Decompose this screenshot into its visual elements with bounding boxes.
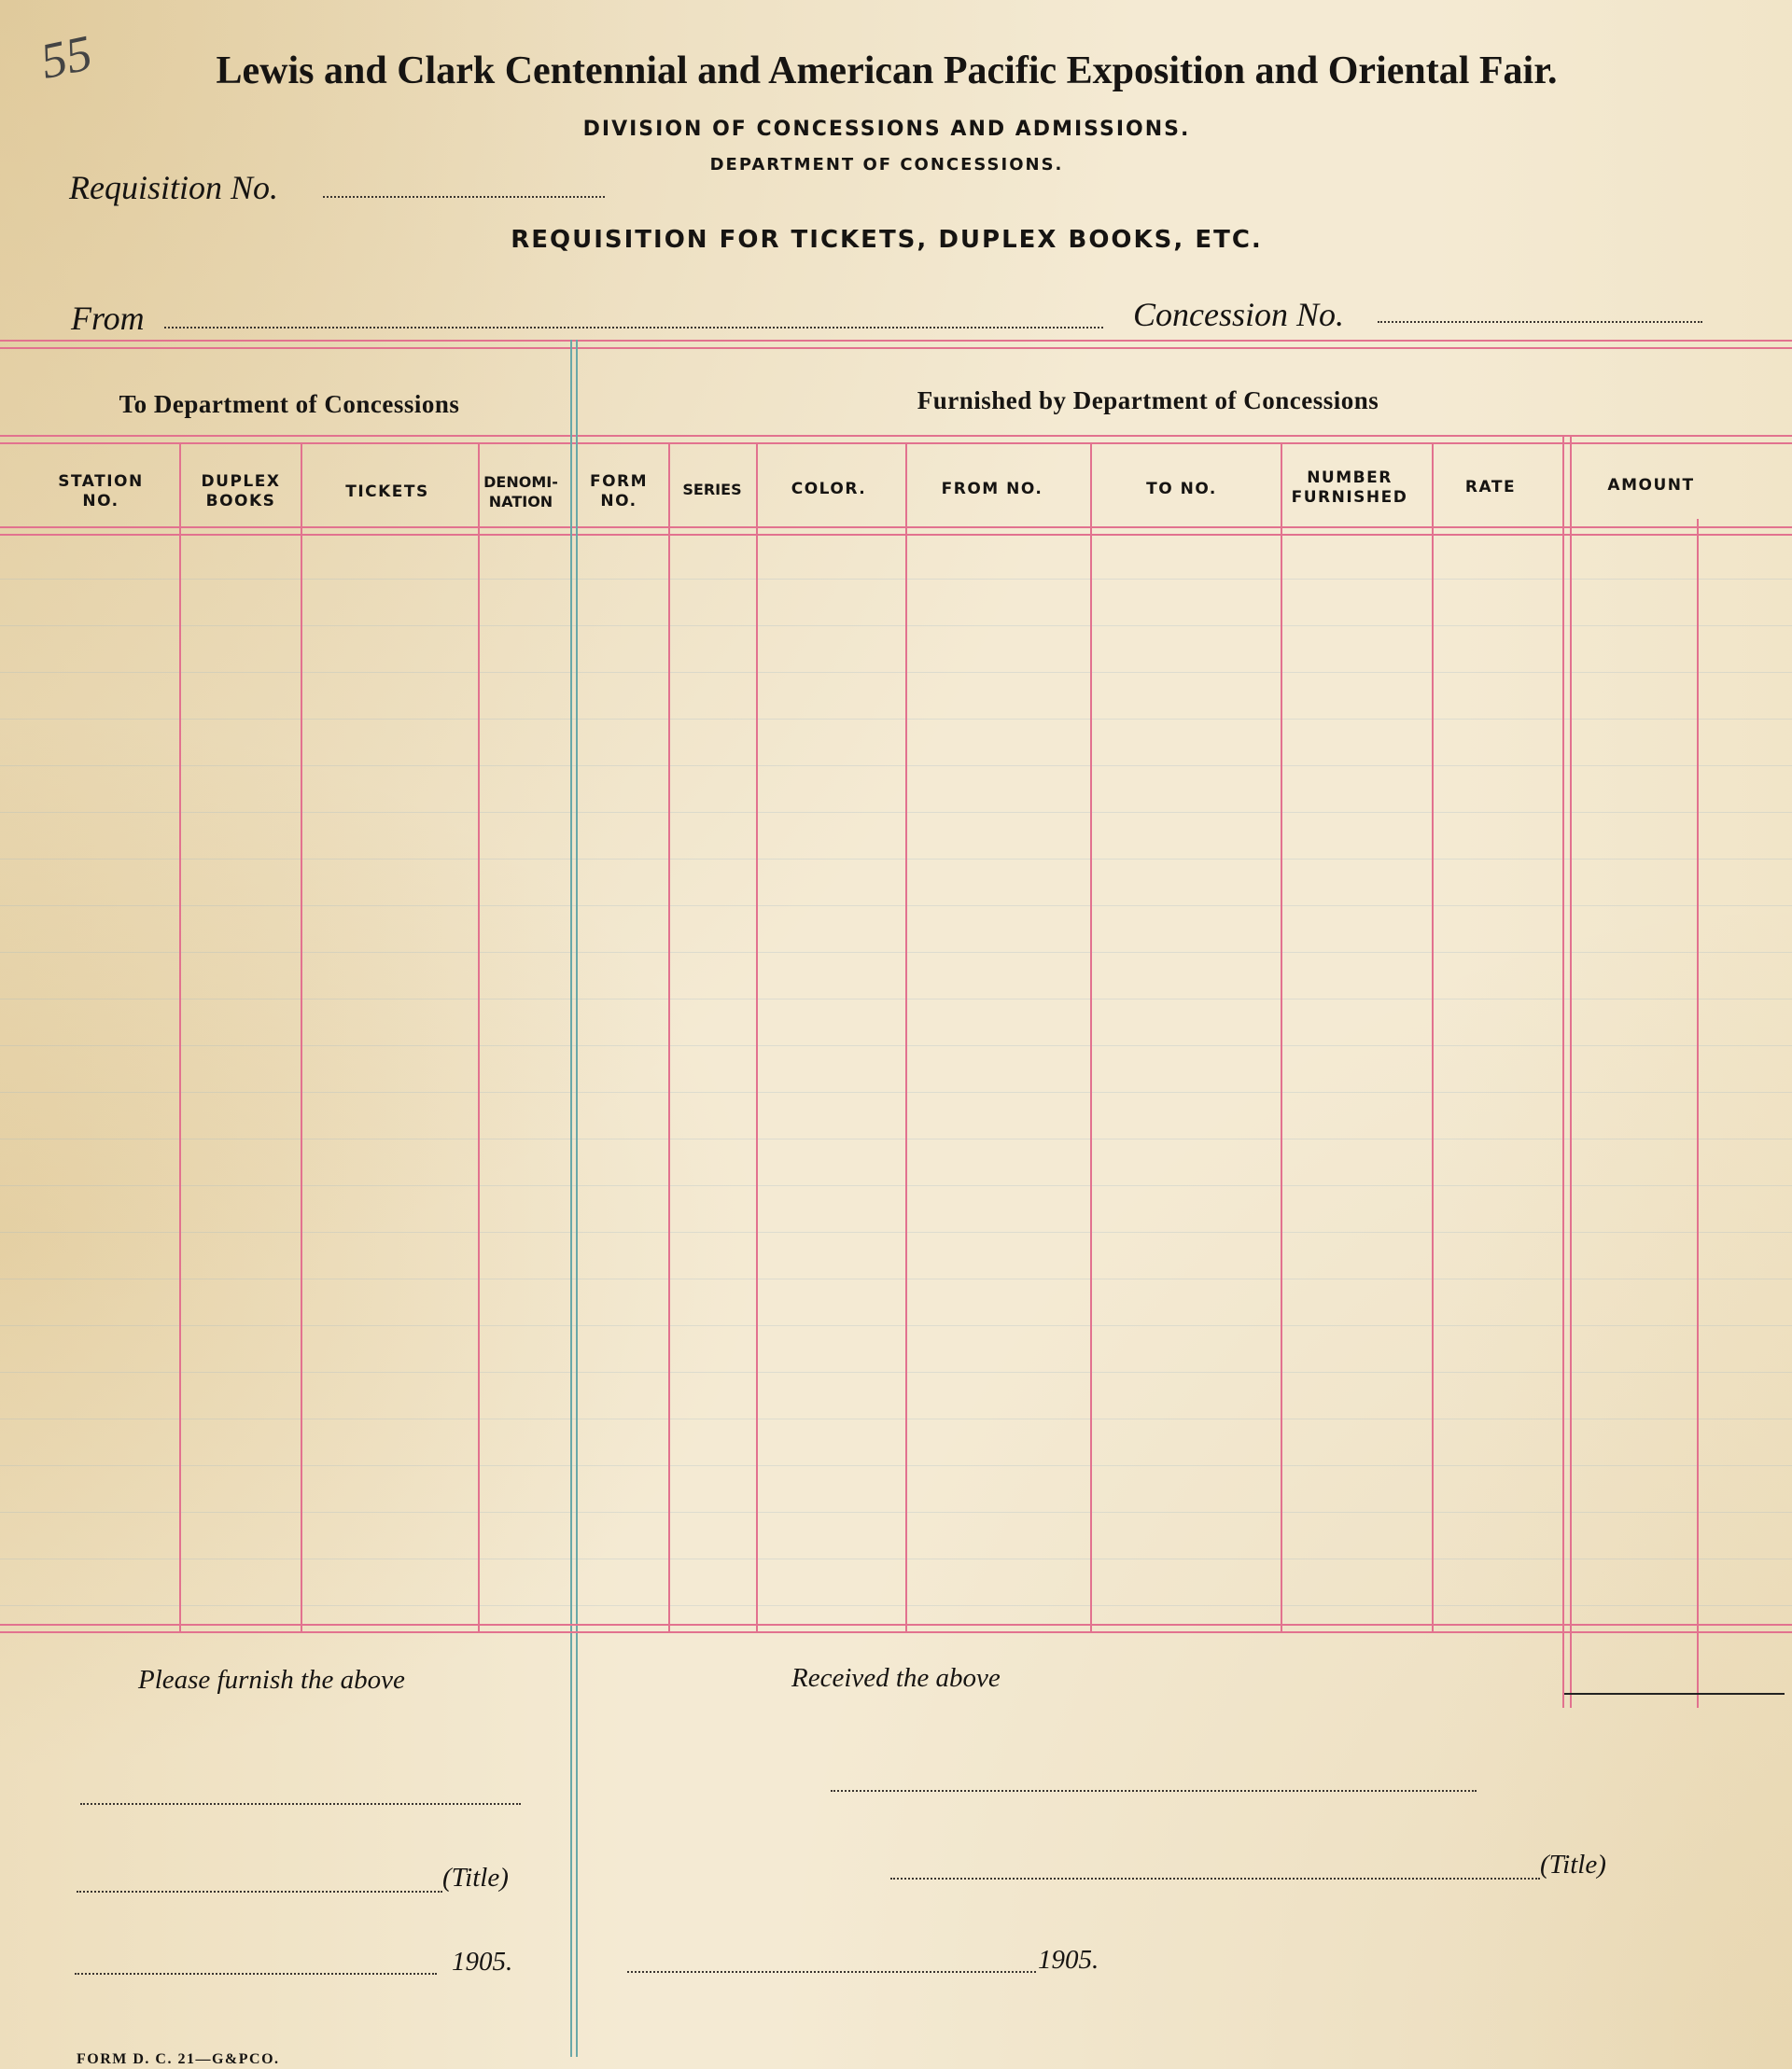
col-color: COLOR. [791, 480, 867, 498]
col-to-no: TO NO. [1146, 480, 1217, 498]
ruled-line [0, 579, 1792, 580]
ruled-line [0, 1045, 1792, 1046]
title-field-right[interactable] [890, 1878, 1540, 1880]
signature-field-left[interactable] [80, 1803, 521, 1805]
title-label-right: (Title) [1540, 1850, 1606, 1880]
center-divider [570, 340, 572, 2057]
col-rate: RATE [1464, 478, 1517, 496]
form-title: REQUISITION FOR TICKETS, DUPLEX BOOKS, ETC. [511, 226, 1263, 254]
ruled-line [0, 859, 1792, 860]
date-field-right[interactable] [627, 1971, 1036, 1973]
col-rule [1562, 435, 1564, 1708]
ruled-line [0, 1512, 1792, 1513]
signature-field-right[interactable] [831, 1790, 1477, 1792]
col-series: SERIES [682, 481, 742, 498]
ruled-line [0, 1232, 1792, 1233]
col-amount: AMOUNT [1607, 476, 1695, 495]
header-rule-2 [0, 442, 1792, 444]
division-heading: DIVISION OF CONCESSIONS AND ADMISSIONS. [582, 118, 1191, 141]
date-field-left[interactable] [75, 1973, 437, 1975]
handwritten-mark: 55 [35, 24, 97, 90]
from-label: From [71, 300, 145, 337]
ruled-line [0, 765, 1792, 766]
col-from-no: FROM NO. [941, 480, 1043, 498]
section-to-department: To Department of Concessions [119, 390, 460, 418]
center-divider-2 [576, 340, 578, 2057]
col-denomination: DENOMI- NATION [483, 473, 558, 510]
header-rule [0, 435, 1792, 437]
col-rule [1697, 519, 1699, 1708]
col-tickets: TICKETS [345, 482, 429, 501]
received-text: Received the above [791, 1663, 1001, 1693]
col-station-no: STATION NO. [58, 472, 144, 510]
col-rule [1090, 442, 1092, 1633]
column-head-rule-2 [0, 534, 1792, 536]
requisition-no-label: Requisition No. [69, 169, 278, 206]
title-field-left[interactable] [77, 1891, 442, 1893]
title-label-left: (Title) [442, 1863, 509, 1893]
ruled-line [0, 1092, 1792, 1093]
col-rule [1570, 435, 1572, 1708]
ruled-line [0, 812, 1792, 813]
col-rule [301, 442, 302, 1633]
col-rule [179, 442, 181, 1633]
ruled-line [0, 1465, 1792, 1466]
ruled-line [0, 999, 1792, 1000]
year-left: 1905. [452, 1947, 513, 1977]
department-heading: DEPARTMENT OF CONCESSIONS. [709, 155, 1064, 175]
ruled-line [0, 719, 1792, 720]
top-rule [0, 340, 1792, 342]
ruled-line [0, 625, 1792, 626]
ruled-line [0, 1605, 1792, 1606]
ruled-line [0, 1325, 1792, 1326]
form-code: FORM D. C. 21—G&PCO. [77, 2051, 280, 2067]
col-rule [756, 442, 758, 1633]
col-number-furnished: NUMBER FURNISHED [1291, 468, 1408, 507]
column-head-rule [0, 526, 1792, 528]
amount-total-line[interactable] [1564, 1693, 1785, 1695]
col-rule [1432, 442, 1434, 1633]
ruled-line [0, 1372, 1792, 1373]
bottom-rule [0, 1624, 1792, 1626]
ruled-line [0, 672, 1792, 673]
top-rule-2 [0, 347, 1792, 349]
col-rule [905, 442, 907, 1633]
col-rule [478, 442, 480, 1633]
ruled-line [0, 905, 1792, 906]
from-field[interactable] [164, 327, 1103, 329]
please-furnish-text: Please furnish the above [138, 1665, 405, 1695]
requisition-no-field[interactable] [323, 196, 605, 198]
page-title: Lewis and Clark Centennial and American Pacific Exposition and Oriental Fair. [216, 49, 1558, 92]
concession-no-label: Concession No. [1133, 296, 1345, 333]
col-rule [1281, 442, 1282, 1633]
concession-no-field[interactable] [1378, 321, 1702, 323]
col-form-no: FORM NO. [589, 472, 649, 510]
bottom-rule-2 [0, 1631, 1792, 1633]
col-duplex-books: DUPLEX BOOKS [201, 472, 281, 510]
ruled-line [0, 1185, 1792, 1186]
year-right: 1905. [1038, 1945, 1099, 1975]
section-furnished-by: Furnished by Department of Concessions [917, 386, 1379, 414]
ruled-line [0, 952, 1792, 953]
col-rule [668, 442, 670, 1633]
